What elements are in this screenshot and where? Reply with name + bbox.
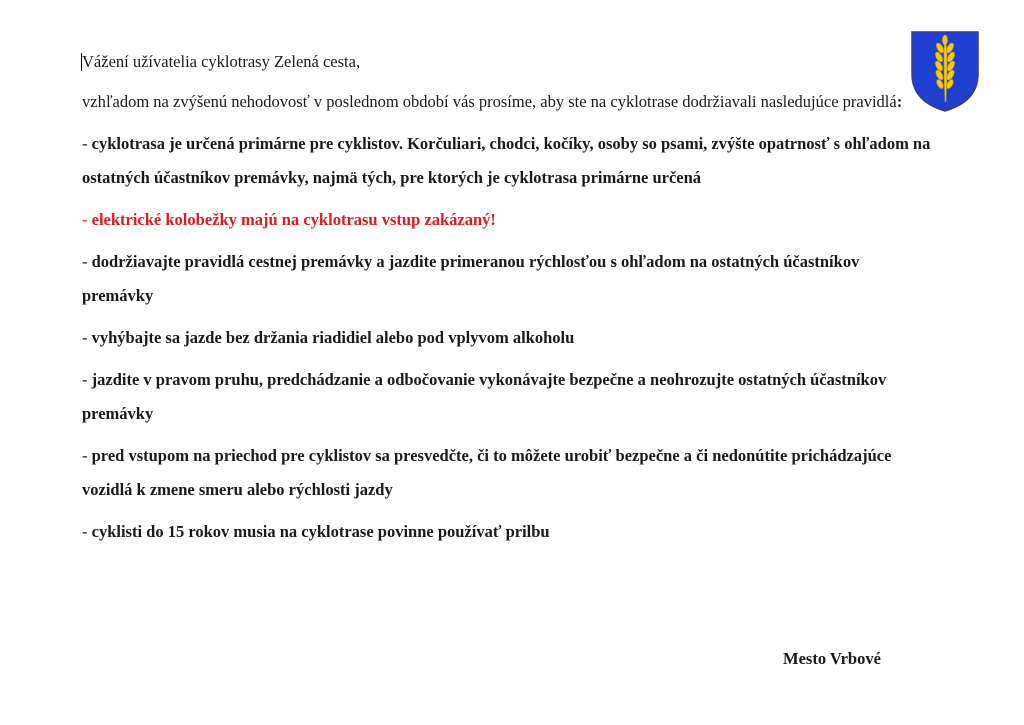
rule-text: jazdite v pravom pruhu, predchádzanie a odbočovanie vykonávajte bezpečne a neohrozujte ostatných účastníkov premávky xyxy=(82,370,887,423)
rule-item xyxy=(82,515,932,549)
rule-item xyxy=(82,127,932,195)
intro-text: vzhľadom na zvýšenú nehodovosť v poslednom období vás prosíme, aby ste na cyklotrase dodržiavali nasledujúce pravidlá xyxy=(82,92,897,111)
greeting-line[interactable] xyxy=(82,49,932,75)
intro-paragraph xyxy=(82,85,932,119)
rule-dash: - xyxy=(82,134,92,153)
rule-dash: - xyxy=(82,522,92,541)
rule-text: vyhýbajte sa jazde bez držania riadidiel alebo pod vplyvom alkoholu xyxy=(91,328,575,347)
intro-colon: : xyxy=(896,92,903,111)
rule-text: cyklotrasa je určená primárne pre cyklistov. Korčuliari, chodci, kočíky, osoby so psami, zvýšte opatrnosť s ohľadom na ostatných účastníkov premávky, najmä tých, pre ktorých je cyklotrasa primárne určená xyxy=(82,134,931,187)
rule-dash: - xyxy=(82,252,92,271)
letter-body xyxy=(82,49,932,557)
rule-item-warning xyxy=(82,203,932,237)
rules-list xyxy=(82,127,932,549)
rule-text: cyklisti do 15 rokov musia na cyklotrase povinne používať prilbu xyxy=(91,522,550,541)
text-cursor xyxy=(81,53,82,71)
rule-dash: - xyxy=(82,370,92,389)
rule-text: pred vstupom na priechod pre cyklistov sa presvedčte, či to môžete urobiť bezpečne a či nedonútite prichádzajúce vozidlá k zmene smeru alebo rýchlosti jazdy xyxy=(82,446,892,499)
signature: Mesto Vrbové xyxy=(783,649,881,668)
rule-dash: - xyxy=(82,210,92,229)
greeting-text: Vážení užívatelia cyklotrasy Zelená cesta, xyxy=(82,52,361,71)
rule-text: elektrické kolobežky majú na cyklotrasu vstup zakázaný! xyxy=(91,210,496,229)
rule-item xyxy=(82,321,932,355)
rule-item xyxy=(82,439,932,507)
rule-dash: - xyxy=(82,446,92,465)
rule-item xyxy=(82,245,932,313)
rule-dash: - xyxy=(82,328,92,347)
rule-item xyxy=(82,363,932,431)
rule-text: dodržiavajte pravidlá cestnej premávky a jazdite primeranou rýchlosťou s ohľadom na ostatných účastníkov premávky xyxy=(82,252,860,305)
